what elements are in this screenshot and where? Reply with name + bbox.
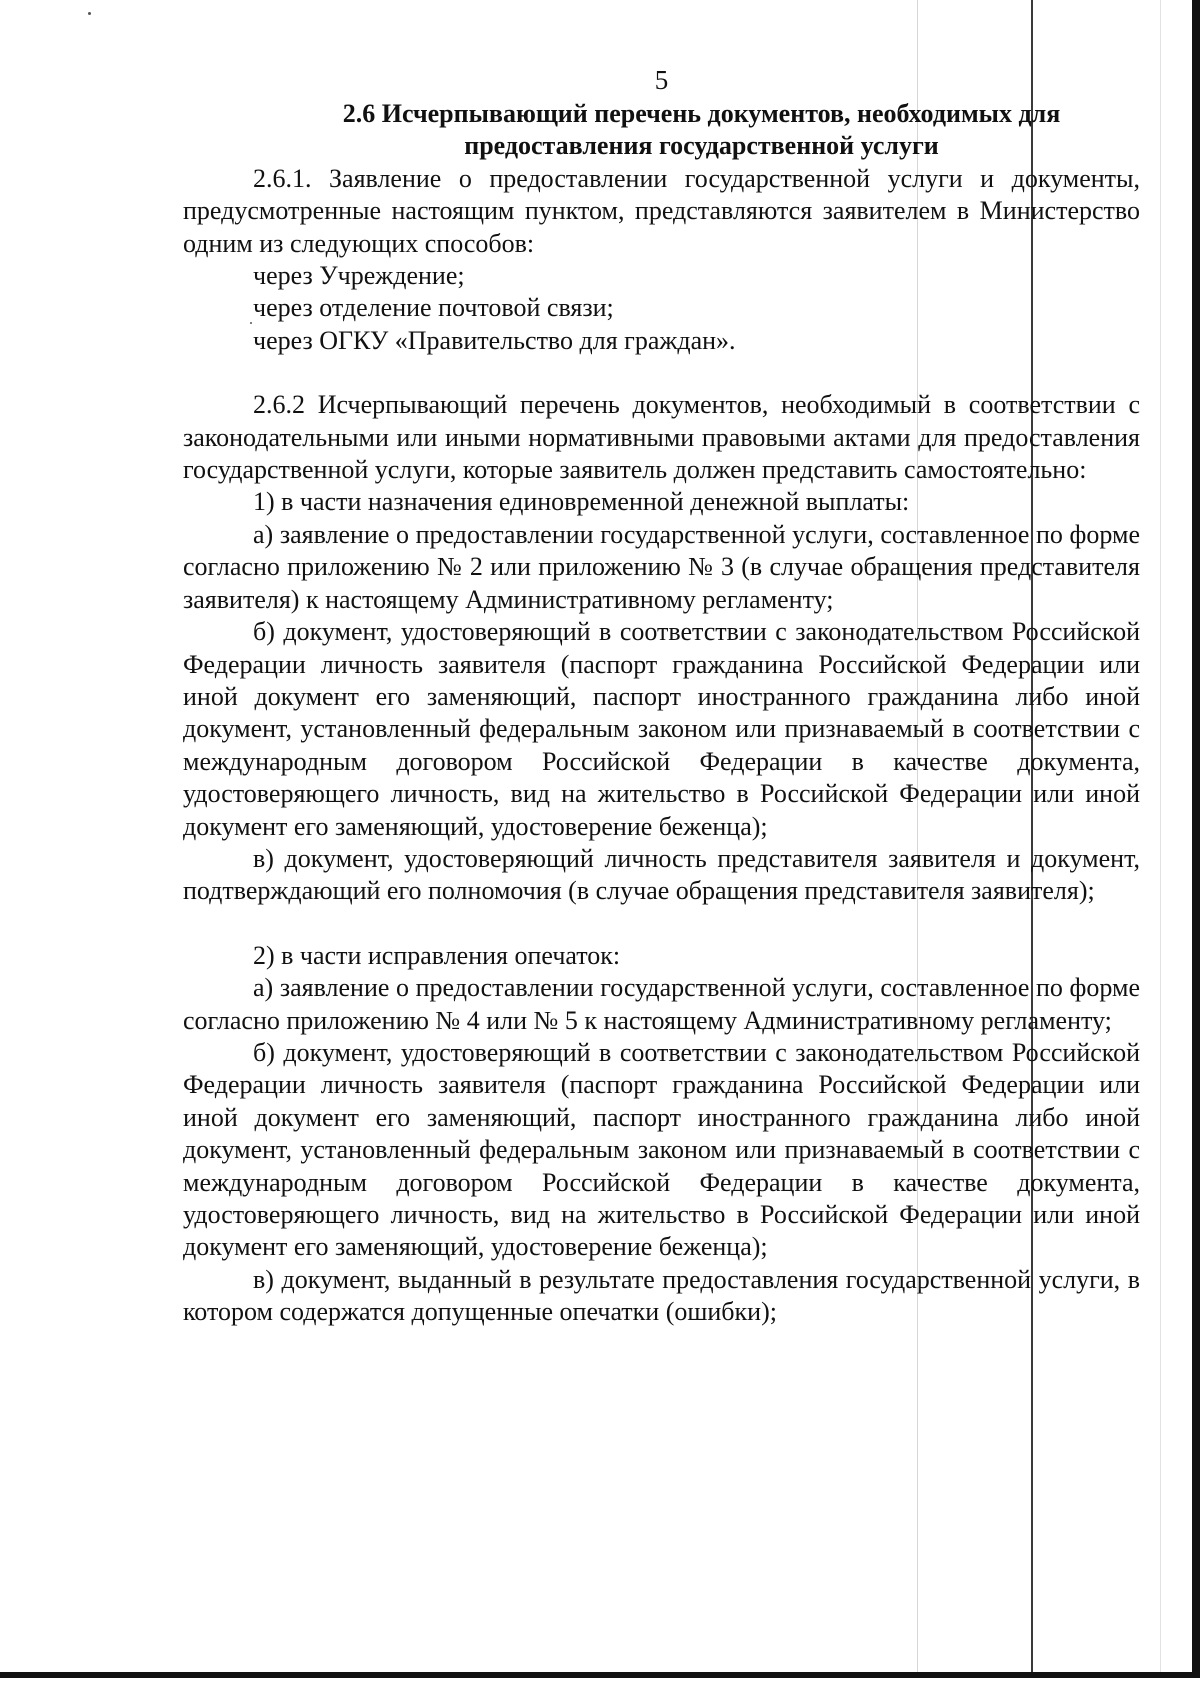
spacer — [183, 908, 1140, 940]
submission-way: через отделение почтовой связи; — [253, 293, 614, 323]
section-title-line: 2.6 Исчерпывающий перечень документов, необходимых для — [342, 99, 1061, 128]
document-body — [183, 62, 1140, 1329]
spacer — [183, 357, 1140, 389]
submission-way: через Учреждение; — [253, 261, 465, 291]
clause-2-6-1: 2.6.1. Заявление о предоставлении государственной услуги и документы, предусмотренные настоящим пунктом, представляются заявителем в Министерство одним из следующих способов: — [183, 163, 1140, 258]
page-number: 5 — [654, 65, 669, 95]
list-item: в) документ, выданный в результате предоставления государственной услуги, в котором содержатся допущенные опечатки (ошибки); — [183, 1264, 1140, 1327]
scan-speck — [88, 12, 91, 15]
scan-border — [0, 1672, 1200, 1678]
list-item: в) документ, удостоверяющий личность представителя заявителя и документ, подтверждающий его полномочия (в случае обращения представителя заявителя); — [183, 843, 1140, 906]
part-heading: 2) в части исправления опечаток: — [253, 940, 621, 970]
list-item: б) документ, удостоверяющий в соответствии с законодательством Российской Федерации личность заявителя (паспорт гражданина Российской Федерации или иной документ его заменяющий, паспорт иностранного гражданина либо иной документ, установленный федеральным законом или признаваемый в соответствии с международным договором Российской Федерации в качестве документа, удостоверяющего личность, вид на жительство в Российской Федерации или иной документ его заменяющий, удостоверение беженца); — [183, 1037, 1140, 1262]
submission-way: через ОГКУ «Правительство для граждан». — [253, 325, 736, 355]
list-item: б) документ, удостоверяющий в соответствии с законодательством Российской Федерации личность заявителя (паспорт гражданина Российской Федерации или иной документ его заменяющий, паспорт иностранного гражданина либо иной документ, установленный федеральным законом или признаваемый в соответствии с международным договором Российской Федерации в качестве документа, удостоверяющего личность, вид на жительство в Российской Федерации или иной документ его заменяющий, удостоверение беженца); — [183, 617, 1140, 841]
clause-2-6-2: 2.6.2 Исчерпывающий перечень документов, необходимый в соответствии с законодательными или иными нормативными правовыми актами для предоставления государственной услуги, которые заявитель должен представить самостоятельно: — [183, 390, 1140, 485]
list-item: а) заявление о предоставлении государственной услуги, составленное по форме согласно приложению № 2 или приложению № 3 (в случае обращения представителя заявителя) к настоящему Административному регламенту; — [183, 519, 1140, 614]
scan-artifact-line — [1160, 0, 1161, 1672]
section-title-line: предоставления государственной услуги — [464, 131, 939, 161]
part-heading: 1) в части назначения единовременной денежной выплаты: — [253, 487, 910, 517]
section-title — [183, 98, 1140, 163]
scan-border — [1192, 0, 1200, 1678]
list-item: а) заявление о предоставлении государственной услуги, составленное по форме согласно приложению № 4 или № 5 к настоящему Административному регламенту; — [183, 973, 1140, 1035]
